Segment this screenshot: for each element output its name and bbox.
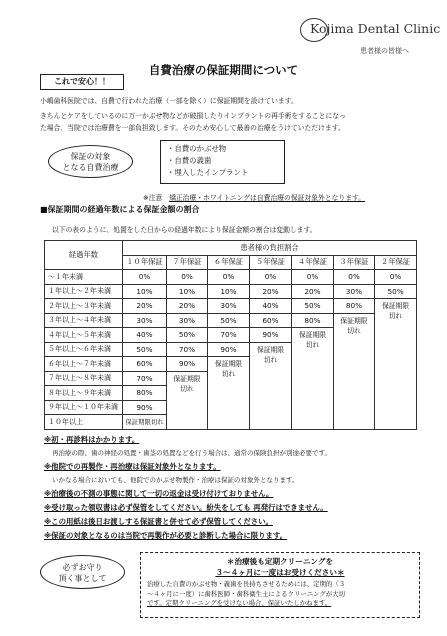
header-patient-share: 患者様の負担割合 (123, 241, 417, 256)
expired-cell-10yr: 保証期限切れ (123, 415, 167, 430)
header-years: 経過年数 (45, 241, 123, 270)
exclusion-note-text: 矯正治療・ホワイトニングは自費治療の保証対象外となります。 (169, 194, 366, 202)
column-header: ５年保証 (250, 255, 292, 270)
cleaning-notice-box (140, 552, 420, 618)
expired-cell-7yr: 保証期限 切れ (167, 371, 208, 429)
table-cell: 20% (292, 284, 334, 299)
coverage-label-line-1: 保証の対象 (70, 152, 111, 161)
promise-line-1: 必ずお守り (62, 563, 103, 572)
section-description: 以下の表のように、処置をした日からの経過年数により保証金額の割合は変動します。 (52, 226, 317, 234)
table-cell: 50% (123, 342, 167, 357)
table-cell: 50% (375, 284, 417, 299)
row-label: １年以上～２年未満 (45, 284, 123, 299)
table-cell: 20% (123, 299, 167, 314)
row-label: １０年以上 (45, 415, 123, 430)
intro-line-3: た場合、当院では治療費を一部負担致します。そのため安心して最善の治療をうけていただけます。 (40, 124, 345, 132)
column-header: ３年保証 (334, 255, 375, 270)
table-row (45, 313, 417, 328)
coverage-item: ・埋入したインプラント (167, 168, 249, 177)
table-cell: 90% (167, 357, 208, 372)
row-label: ７年以上～８年未満 (45, 371, 123, 386)
promise-line-2: 頂く事として (58, 574, 107, 583)
cleaning-text-line: です。定期クリーニングを受けない場合、保証いたしかねます。 (147, 599, 332, 607)
table-cell: 0% (334, 270, 375, 285)
table-cell: 0% (250, 270, 292, 285)
note-1-sub: 再治療の際、歯の神経の処置・歯茎の処置などを行う場合は、通常の保険負担が別途必要です。 (52, 449, 331, 457)
row-label: ４年以上～５年未満 (45, 328, 123, 343)
column-header: ２年保証 (375, 255, 417, 270)
promise-label (40, 555, 125, 589)
row-label: ２年以上～３年未満 (45, 299, 123, 314)
table-cell: 80% (123, 386, 167, 401)
logo-text: Kojima Dental Clinic (310, 21, 441, 36)
expired-cell-3yr: 保証期限 切れ (334, 313, 375, 429)
note-1: ※初・再診料はかかります。 (44, 435, 140, 444)
table-row (45, 299, 417, 314)
table-cell: 90% (250, 328, 292, 343)
row-label: ５年以上～６年未満 (45, 342, 123, 357)
table-cell: 10% (208, 284, 250, 299)
cleaning-title-line-2: ３～４ヶ月に一度はお受けください＊ (215, 568, 345, 577)
coverage-item: ・自費のかぶせ物 (167, 144, 227, 153)
cleaning-title (141, 556, 419, 578)
note-2: ※他院での再製作・再治療は保証対象外となります。 (44, 462, 221, 471)
expired-cell-6yr: 保証期限 切れ (208, 357, 250, 430)
note-3: ※治療後の不測の事態に関して一切の返金は受け付けておりません。 (44, 489, 274, 498)
table-cell: 0% (123, 270, 167, 285)
note-2-sub: いかなる場合においても、他院でのかぶせ物製作・治療は保証の対象外となります。 (52, 476, 299, 484)
table-cell: 60% (123, 357, 167, 372)
cleaning-text-line: ～４ヶ月に一度）に歯科医師・歯科衛生士によるクリーニングが大切 (147, 589, 345, 598)
table-cell: 20% (167, 299, 208, 314)
table-cell: 90% (123, 400, 167, 415)
table-cell: 70% (167, 342, 208, 357)
table-cell: 50% (292, 299, 334, 314)
cleaning-text-line: 治療した自費のかぶせ物・義歯を長持ちさせるためには、定期的（３ (147, 580, 346, 588)
coverage-item: ・自費の義歯 (167, 156, 212, 165)
page-title: 自費治療の保証期間について (148, 63, 299, 77)
table-cell: 0% (167, 270, 208, 285)
intro-line-2: きちんとケアをしているのに万一かぶせ物などが破損したりインプラントの再手術をすることになっ (40, 112, 346, 120)
expired-cell-4yr: 保証期限 切れ (292, 328, 334, 430)
column-header: ４年保証 (292, 255, 334, 270)
warranty-rate-table (44, 240, 417, 430)
coverage-items-box (160, 140, 285, 184)
table-cell: 20% (250, 284, 292, 299)
coverage-label-line-2: となる自費治療 (62, 163, 119, 172)
table-cell: 70% (208, 328, 250, 343)
column-header: ７年保証 (167, 255, 208, 270)
table-cell: 10% (167, 284, 208, 299)
table-cell: 50% (208, 313, 250, 328)
cleaning-text (141, 578, 419, 609)
exclusion-note-prefix: ※注意 (143, 194, 170, 202)
expired-cell-2yr: 保証期限 切れ (375, 299, 417, 430)
table-cell: 70% (123, 371, 167, 386)
reassurance-tag: これで安心！！ (40, 74, 124, 90)
note-5: ※この用紙は後日お渡しする保証書と併せて必ず保管してください。 (44, 517, 273, 526)
column-header: ６年保証 (208, 255, 250, 270)
table-row (45, 284, 417, 299)
table-cell: 30% (208, 299, 250, 314)
row-label: ６年以上～７年未満 (45, 357, 123, 372)
column-header: １０年保証 (123, 255, 167, 270)
clinic-logo (300, 18, 440, 42)
table-cell: 50% (167, 328, 208, 343)
coverage-target-label (48, 145, 133, 178)
table-cell: 40% (123, 328, 167, 343)
table-cell: 30% (123, 313, 167, 328)
logo-subtitle: 患者様の皆様へ (360, 47, 409, 55)
section-title: ■保証期間の経過年数による保証金額の割合 (40, 205, 200, 214)
note-6: ※保証の対象となるのは当院で再製作が必要と診断した場合に限ります。 (44, 531, 288, 540)
table-cell: 0% (208, 270, 250, 285)
row-label: ～１年未満 (45, 270, 123, 285)
table-cell: 0% (375, 270, 417, 285)
table-cell: 80% (334, 299, 375, 314)
note-4: ※受け取った領収書は必ず保管をしてください。紛失をしても 再発行はできません。 (44, 503, 328, 512)
expired-cell-5yr: 保証期限 切れ (250, 342, 292, 429)
exclusion-note (143, 192, 365, 202)
table-cell: 90% (208, 342, 250, 357)
table-cell: 30% (334, 284, 375, 299)
table-cell: 40% (250, 299, 292, 314)
row-label: ９年以上～１０年未満 (45, 400, 123, 415)
table-cell: 80% (292, 313, 334, 328)
cleaning-title-line-1: ＊治療後も定期クリーニングを (226, 557, 334, 566)
row-label: ８年以上～９年未満 (45, 386, 123, 401)
table-cell: 60% (250, 313, 292, 328)
table-cell: 0% (292, 270, 334, 285)
table-cell: 30% (167, 313, 208, 328)
table-row (45, 270, 417, 285)
table-cell: 10% (123, 284, 167, 299)
row-label: ３年以上～４年未満 (45, 313, 123, 328)
intro-line-1: 小嶋歯科医院では、自費で行われた治療（一部を除く）に保証期間を設けています。 (40, 97, 298, 105)
